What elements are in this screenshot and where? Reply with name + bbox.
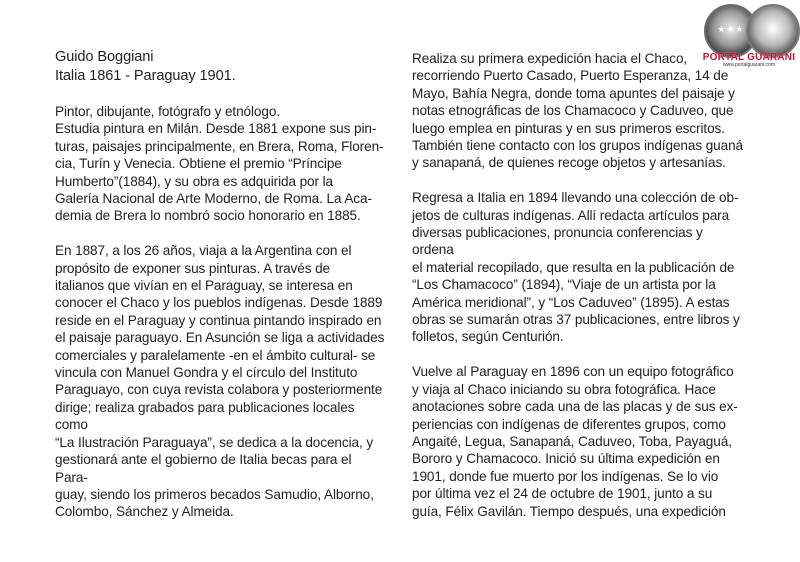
coat-of-arms-icon — [746, 4, 800, 58]
paragraph: Realiza su primera expedición hacia el Chaco, recorriendo Puerto Casado, Puerto Esperanza, 14 de Mayo, Bahía Negra, donde toma apuntes del paisaje y notas etnográficas de los Chamacoco y Caduveo, que luego emplea en pinturas y en sus primeros escritos. También tiene contacto con los grupos indígenas guaná y sanapaná, de quienes recoge objetos y artesanías. — [412, 51, 743, 171]
page-subtitle: Italia 1861 - Paraguay 1901. — [55, 68, 236, 84]
paragraph: Regresa a Italia en 1894 llevando una colección de ob- jetos de culturas indígenas. Allí redacta artículos para diversas publicaciones, pronuncia conferencias y ordena el material recopilado, que resulta en la publicación de “Los Chamacoco” (1894), “Viaje de un artista por la América meridional”, y “Los Caduveo” (1895). A estas obras se sumarán otras 37 publicaciones, entre libros y folletos, según Centurión. — [412, 190, 740, 345]
right-column — [412, 50, 747, 537]
stars-icon: ★★★ — [717, 24, 745, 34]
left-column — [55, 48, 385, 538]
paragraph: Vuelve al Paraguay en 1896 con un equipo fotográfico y viaja al Chaco iniciando su obra fotográfica. Hace anotaciones sobre cada una de las placas y de sus ex- periencias con indígenas de diferentes grupos, como Angaité, Legua, Sanapaná, Caduveo, Toba, Payaguá, Bororo y Chamacoco. Inició su última expedición en 1901, donde fue muerto por los indígenas. Se lo vio por última vez el 24 de octubre de 1901, junto a su guía, Félix Gavilán. Tiempo después, una expedición — [412, 364, 738, 519]
watermark-brand: PORTAL GUARANI — [702, 52, 796, 63]
paragraph: En 1887, a los 26 años, viaja a la Argentina con el propósito de exponer sus pinturas. A través de italianos que vivían en el Paraguay, se interesa en conocer el Chaco y los pueblos indígenas. Desde 1889 reside en el Paraguay y continua pintando inspirado en el paisaje paraguayo. En Asunción se liga a actividades comerciales y paralelamente -en el ámbito cultural- se vincula con Manuel Gondra y el círculo del Instituto Paraguayo, con cuya revista colabora y posteriormente dirige; realiza grabados para publicaciones locales como “La Ilustración Paraguaya”, se dedica a la docencia, y gestionará ante el gobierno de Italia becas para el Para- guay, siendo los primeros becados Samudio, Alborno, Colombo, Sánchez y Almeida. — [55, 243, 385, 520]
page-title: Guido Boggiani — [55, 49, 154, 65]
watermark-site: www.portalguarani.com — [723, 62, 775, 68]
paragraph: Pintor, dibujante, fotógrafo y etnólogo. Estudia pintura en Milán. Desde 1881 expone sus pin- turas, paisajes principalmente, en Brera, Roma, Floren- cia, Turín y Venecia. Obtiene el premio “Príncipe Humberto”(1884), y su obra es adquirida por la Galería Nacional de Arte Moderno, de Roma. La Aca- demia de Brera lo nombró socio honorario en 1885. — [55, 104, 384, 224]
